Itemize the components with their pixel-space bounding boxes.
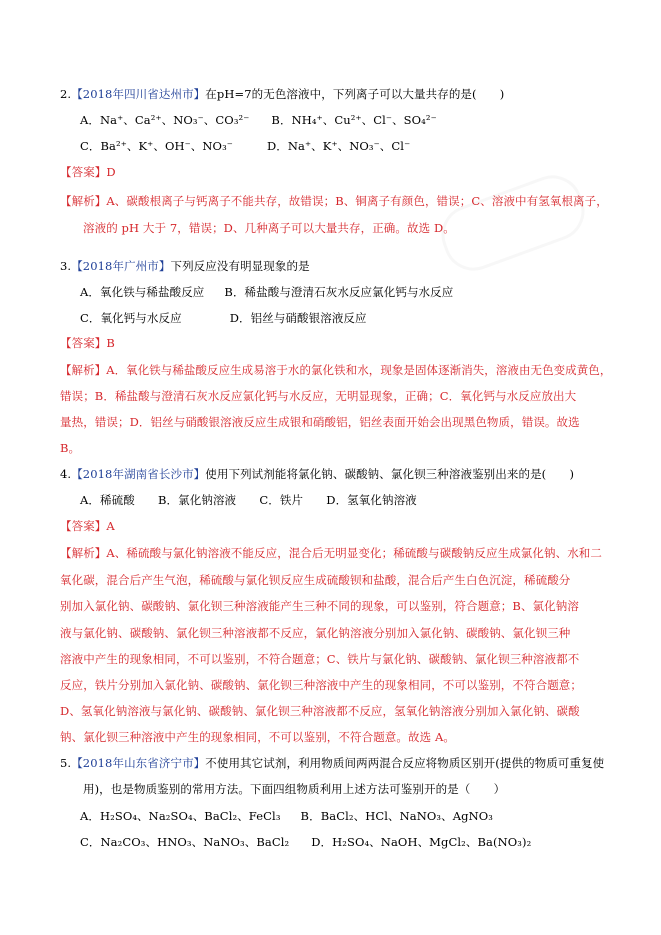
q3-options-row1 [80, 284, 453, 300]
q5-stem-line2: 用)，也是物质鉴别的常用方法。下面四组物质利用上述方法可鉴别开的是（ ） [83, 782, 506, 796]
question-number: 5. [60, 756, 72, 770]
option-d: D．H₂SO₄、NaOH、MgCl₂、Ba(NO₃)₂ [311, 835, 532, 849]
option-c: C．Ba²⁺、K⁺、OH⁻、NO₃⁻ [80, 139, 233, 153]
question-stem: 下列反应没有明显现象的是 [170, 259, 310, 273]
q2-analysis-line2: 溶液的 pH 大于 7，错误；D、几种离子可以大量共存，正确。故选 D。 [83, 221, 455, 235]
question-stem: 在pH=7的无色溶液中，下列离子可以大量共存的是( ) [205, 87, 505, 101]
q3-answer [60, 335, 115, 351]
option-a: A．Na⁺、Ca²⁺、NO₃⁻、CO₃²⁻ [80, 113, 250, 127]
q4-analysis-line6: 反应，铁片分别加入氯化钠、碳酸钠、氯化钡三种溶液中产生的现象相同，不可以鉴别，不符合题意； [60, 678, 582, 692]
answer-value: D [106, 165, 116, 179]
q3-analysis-line4: B。 [60, 441, 81, 455]
q4-stem-line: 4.【2018年湖南省长沙市】使用下列试剂能将氯化钠、碳酸钠、氯化钡三种溶液鉴别出来的是( ) [60, 467, 575, 481]
watermark [433, 167, 593, 279]
q4-analysis-line8: 钠、氯化钡三种溶液中产生的现象相同，不可以鉴别，不符合题意。故选 A。 [60, 730, 455, 744]
q4-options: A．稀硫酸 B．氯化钠溶液 C．铁片 D．氢氧化钠溶液 [80, 493, 417, 507]
question-source: 2018年广州市 [82, 259, 159, 273]
q3-analysis-line2: 错误；B．稀盐酸与澄清石灰水反应氯化钙与水反应，无明显现象，正确；C．氧化钙与水反应放出大 [60, 389, 577, 403]
answer-value: A [106, 519, 115, 533]
option-b: B．NH₄⁺、Cu²⁺、Cl⁻、SO₄²⁻ [271, 113, 437, 127]
q5-options-row1 [80, 808, 493, 824]
answer-label: 【答案】 [60, 519, 107, 533]
q2-analysis-line1: 【解析】A、碳酸根离子与钙离子不能共存，故错误；B、铜离子有颜色，错误；C、溶液中有氢氧根离子， [60, 194, 608, 208]
option-a: A．氧化铁与稀盐酸反应 [80, 285, 205, 299]
question-stem: 使用下列试剂能将氯化钠、碳酸钠、氯化钡三种溶液鉴别出来的是( ) [205, 467, 575, 481]
q4-analysis-line5: 溶液中产生的现象相同，不可以鉴别，不符合题意；C、铁片与氯化钠、碳酸钠、氯化钡三种溶液都不 [60, 652, 580, 666]
q4-analysis-line7: D、氢氧化钠溶液与氯化钠、碳酸钠、氯化钡三种溶液都不反应，氢氧化钠溶液分别加入氯化钠、碳酸 [60, 704, 580, 718]
question-number: 4. [60, 467, 72, 481]
option-b: B．BaCl₂、HCl、NaNO₃、AgNO₃ [300, 809, 493, 823]
option-d: D．铝丝与硝酸银溶液反应 [229, 311, 367, 325]
question-stem: 不使用其它试剂，利用物质间两两混合反应将物质区别开(提供的物质可重复使 [205, 756, 605, 770]
q2-options-row2 [80, 138, 410, 154]
option-c: C．氧化钙与水反应 [80, 311, 182, 325]
option-b: B．稀盐酸与澄清石灰水反应氯化钙与水反应 [224, 285, 454, 299]
option-c: C．Na₂CO₃、HNO₃、NaNO₃、BaCl₂ [80, 835, 290, 849]
analysis-label: 【解析】 [60, 194, 107, 208]
analysis-label: 【解析】 [60, 363, 107, 377]
question-number: 3. [60, 259, 72, 273]
q4-analysis-line4: 液与氯化钠、碳酸钠、氯化钡三种溶液都不反应，氯化钠溶液分别加入氯化钠、碳酸钠、氯化钡三种 [60, 626, 571, 640]
q3-analysis-line1: 【解析】A．氧化铁与稀盐酸反应生成易溶于水的氯化铁和水，现象是固体逐渐消失，溶液由无色变成黄色， [60, 363, 612, 377]
question-source: 2018年湖南省长沙市 [82, 467, 194, 481]
q2-stem-line: 2.【2018年四川省达州市】在pH=7的无色溶液中，下列离子可以大量共存的是( ) [60, 87, 505, 101]
q2-answer [60, 164, 116, 180]
option-a: A．H₂SO₄、Na₂SO₄、BaCl₂、FeCl₃ [80, 809, 281, 823]
answer-value: B [106, 336, 115, 350]
q2-options-row1 [80, 112, 437, 128]
q3-stem-line: 3.【2018年广州市】下列反应没有明显现象的是 [60, 259, 310, 273]
analysis-label: 【解析】 [60, 546, 107, 560]
q3-options-row2 [80, 310, 367, 326]
q3-analysis-line3: 量热，错误；D．铝丝与硝酸银溶液反应生成银和硝酸铝，铝丝表面开始会出现黑色物质，错误。故选 [60, 415, 580, 429]
answer-label: 【答案】 [60, 165, 107, 179]
answer-label: 【答案】 [60, 336, 107, 350]
option-d: D．Na⁺、K⁺、NO₃⁻、Cl⁻ [266, 139, 411, 153]
q5-stem-line1: 5.【2018年山东省济宁市】不使用其它试剂，利用物质间两两混合反应将物质区别开(提供的物质可重复使 [60, 756, 605, 770]
q5-options-row2 [80, 834, 531, 850]
q4-analysis-line1: 【解析】A、稀硫酸与氯化钠溶液不能反应，混合后无明显变化；稀硫酸与碳酸钠反应生成氯化钠、水和二 [60, 546, 603, 560]
q4-answer [60, 518, 115, 534]
q4-analysis-line2: 氧化碳，混合后产生气泡，稀硫酸与氯化钡反应生成硫酸钡和盐酸，混合后产生白色沉淀，稀硫酸分 [60, 573, 571, 587]
question-number: 2. [60, 87, 72, 101]
question-source: 2018年四川省达州市 [82, 87, 194, 101]
q4-analysis-line3: 别加入氯化钠、碳酸钠、氯化钡三种溶液能产生三种不同的现象，可以鉴别，符合题意；B、氯化钠溶 [60, 599, 579, 613]
question-source: 2018年山东省济宁市 [82, 756, 194, 770]
